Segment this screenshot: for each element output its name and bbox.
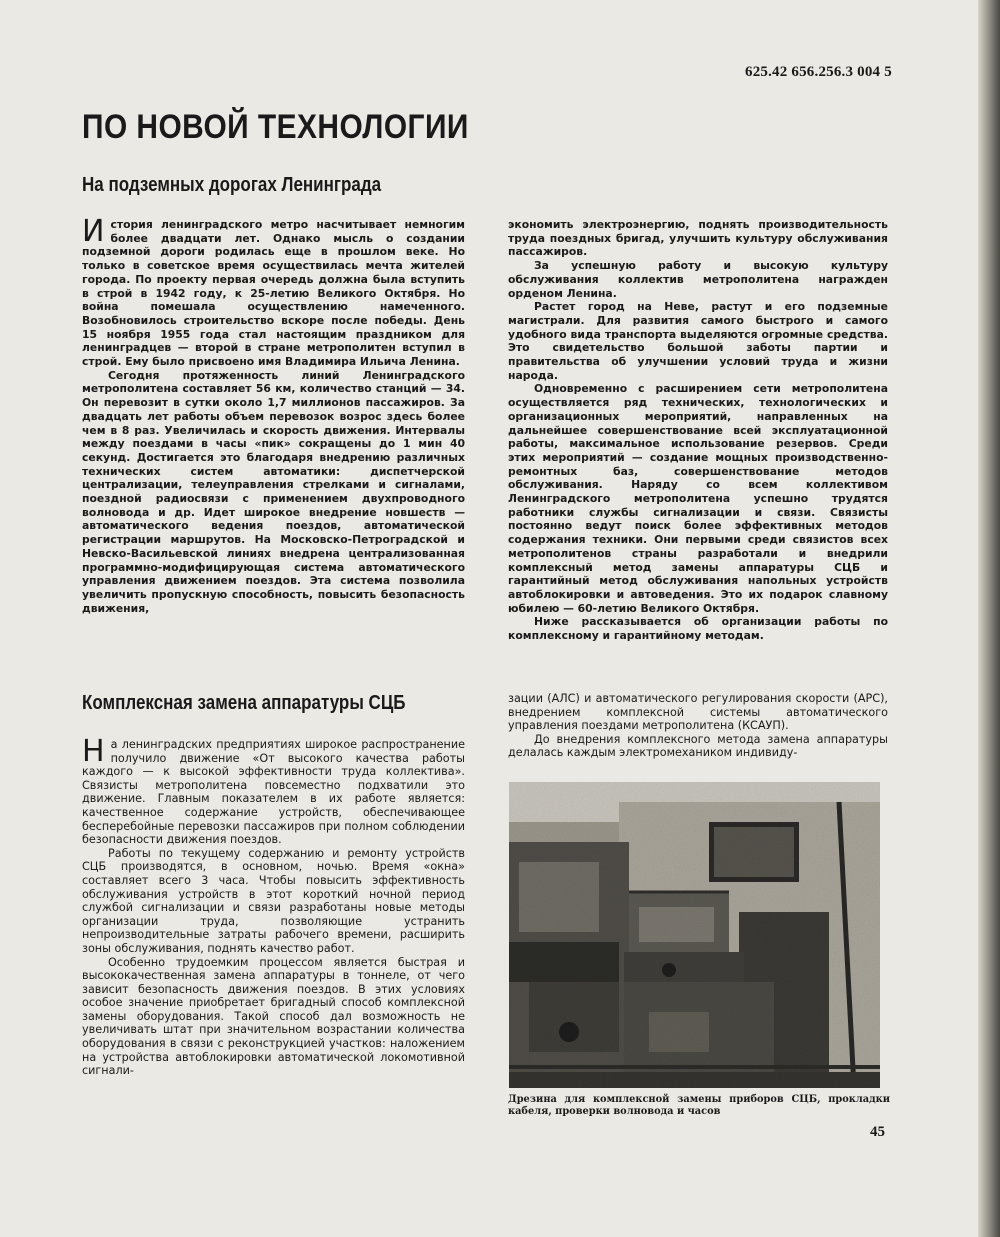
paragraph: Растет город на Неве, растут и его подземные магистрали. Для развития самого быстрого и самого удобного вида транспорта выделяются огромные средства. Это свидетельство большой заботы партии и правительства об улучшении условий труда и жизни народа. <box>508 300 888 382</box>
railcar-photo <box>509 782 880 1088</box>
paragraph: За успешную работу и высокую культуру обслуживания коллектив метрополитена награжден орденом Ленина. <box>508 259 888 300</box>
paragraph: Работы по текущему содержанию и ремонту устройств СЦБ производятся, в основном, ночью. Время «окна» составляет всего 3 часа. Чтобы повысить эффективность обслуживания устройств в этот короткий ночной период службой сигнализации и связи разработаны новые методы организации труда, позволяющие устранить непроизводительные затраты рабочего времени, расширить зоны обслуживания, поднять качество работ. <box>82 846 465 955</box>
section-heading-leningrad: На подземных дорогах Ленинграда <box>82 174 382 196</box>
paragraph: экономить электроэнергию, поднять производительность труда поездных бригад, улучшить культуру обслуживания пассажиров. <box>508 218 888 259</box>
section1-right-column <box>508 218 888 643</box>
drop-cap: Н <box>82 734 105 769</box>
section2-right-column <box>508 692 888 760</box>
paragraph: зации (АЛС) и автоматического регулирования скорости (АРС), внедрением комплексной системы автоматического управления поездами метрополитена (КСАУП). <box>508 692 888 733</box>
page-edge <box>978 0 1000 1237</box>
paragraph: Особенно трудоемким процессом является быстрая и высококачественная замена аппаратуры в тоннеле, от чего зависит безопасность движения поездов. В этих условиях особое значение приобретает бригадный способ комплексной замены оборудования. Такой способ дал возможность не увеличивать штат при значительном возрастании количества оборудования в связи с реконструкцией участков: наложением на устройства автоблокировки автоматической локомотивной сигнали- <box>82 955 465 1078</box>
section-heading-scb: Комплексная замена аппаратуры СЦБ <box>82 692 406 714</box>
article-title: ПО НОВОЙ ТЕХНОЛОГИИ <box>82 108 469 146</box>
udc-code: 625.42 656.256.3 004 5 <box>745 64 892 80</box>
paragraph: На ленинградских предприятиях широкое распространение получило движение «От высокого качества работы каждого — к высокой эффективности труда коллектива». Связисты метрополитена повсеместно подхватили это движение. Главным показателем в их работе является: качественное содержание устройств, обеспечивающее бесперебойные перевозки пассажиров при полном соблюдении безопасности движения поездов. <box>82 734 465 847</box>
paragraph: История ленинградского метро насчитывает немногим более двадцати лет. Однако мысль о создании подземной дороги родилась еще в прошлом веке. Но только в советское время осуществилась мечта жителей города. По проекту первая очередь должна была вступить в строй в 1942 году, к 25-летию Великого Октября. Но война помешала осуществлению намеченного. Возобновилось строительство вскоре после победы. День 15 ноября 1955 года стал настоящим праздником для ленинградцев — второй в стране метрополитен вступил в строй. Ему было присвоено имя Владимира Ильича Ленина. <box>82 214 465 369</box>
paragraph: Одновременно с расширением сети метрополитена осуществляется ряд технических, технологических и организационных мероприятий, направленных на дальнейшее совершенствование всей эксплуатационной работы, максимальное использование резервов. Среди этих мероприятий — создание мощных производственно-ремонтных баз, совершенствование методов обслуживания. Наряду со всем коллективом Ленинградского метрополитена успешно трудятся работники службы сигнализации и связи. Связисты постоянно ведут поиск более эффективных методов содержания техники. Они первыми среди связистов всех метрополитенов страны разработали и внедрили комплексный метод замены аппаратуры СЦБ и гарантийный метод обслуживания напольных устройств автоблокировки и автоведения. Это их подарок славному юбилею — 60-летию Великого Октября. <box>508 382 888 615</box>
photo-illustration <box>509 782 880 1088</box>
photo-caption: Дрезина для комплексной замены приборов СЦБ, прокладки кабеля, проверки волновода и часов <box>508 1094 890 1117</box>
drop-cap: И <box>82 214 105 249</box>
paragraph: Ниже рассказывается об организации работы по комплексному и гарантийному методам. <box>508 615 888 643</box>
section1-left-column <box>82 214 465 615</box>
paragraph: Сегодня протяженность линий Ленинградского метрополитена составляет 56 км, количество станций — 34. Он перевозит в сутки около 1,7 миллионов пассажиров. За двадцать лет работы объем перевозок возрос здесь более чем в 8 раз. Увеличилась и скорость движения. Интервалы между поездами в часы «пик» сокращены до 1 мин 40 секунд. Достигается это благодаря внедрению различных технических систем автоматики: диспетчерской централизации, телеуправления стрелками и сигналами, поездной радиосвязи с применением двухпроводного волновода и др. Идет широкое внедрение новшеств — автоматического ведения поездов, автоматической регистрации маршрутов. На Московско-Петроградской и Невско-Васильевской линиях внедрена централизованная программно-модифицирующая система автоматического управления движением поездов. Эта система позволила увеличить пропускную способность, повысить безопасность движения, <box>82 368 465 615</box>
page-number: 45 <box>870 1124 885 1140</box>
paragraph: До внедрения комплексного метода замена аппаратуры делалась каждым электромехаником индивиду- <box>508 732 888 760</box>
section2-left-column <box>82 734 465 1078</box>
